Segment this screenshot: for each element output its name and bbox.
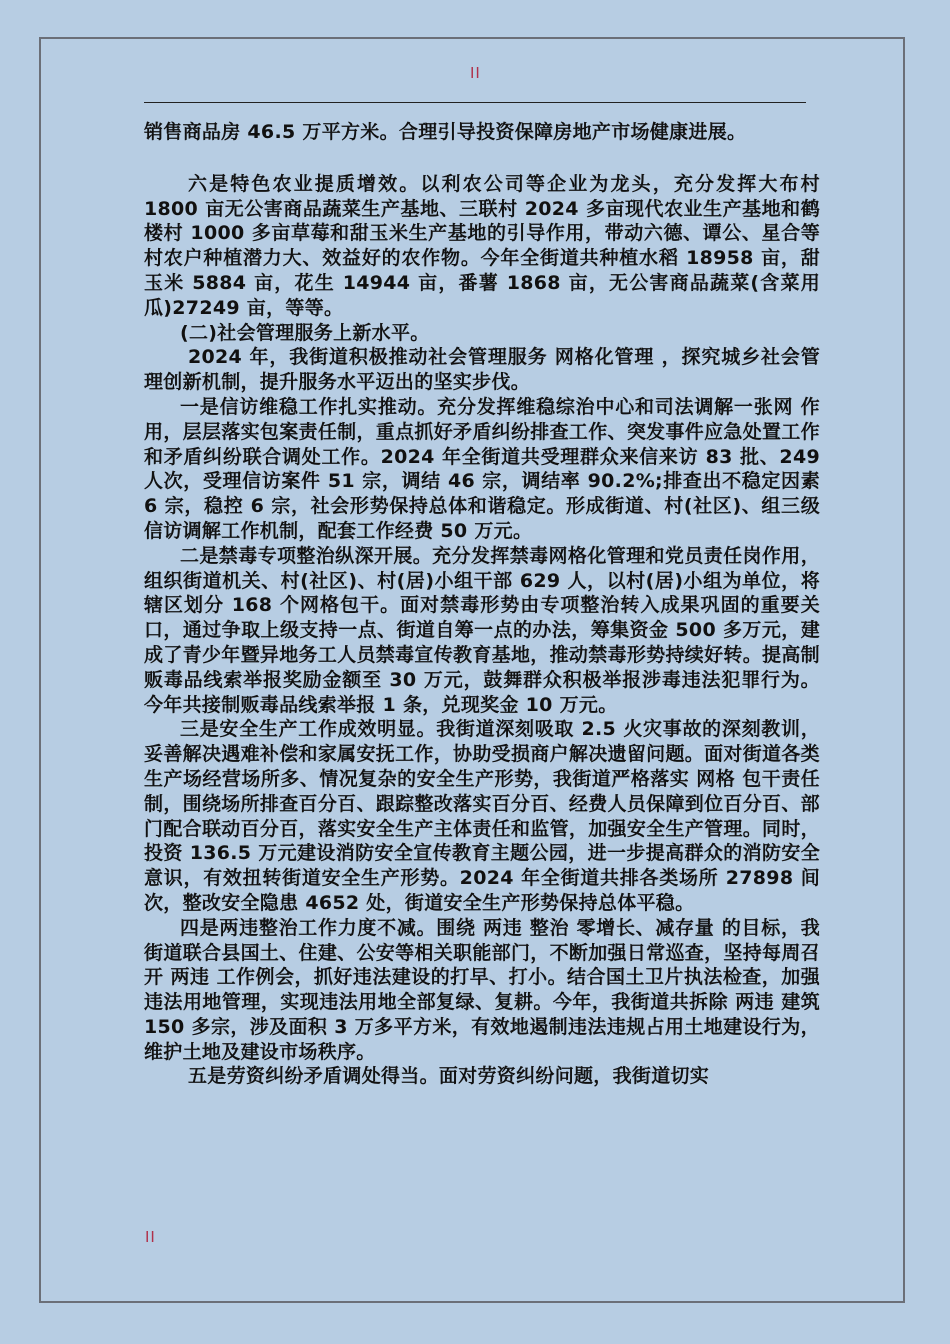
header-divider (144, 102, 806, 103)
paragraph-social-management-intro: 2024 年，我街道积极推动社会管理服务 网格化管理 ，探究城乡社会管理创新机制，提升服务水平迈出的坚实步伐。 (144, 346, 820, 394)
document-body (144, 120, 820, 1089)
paragraph-agriculture: 六是特色农业提质增效。以利农公司等企业为龙头，充分发挥大布村 1800 亩无公害商品蔬菜生产基地、三联村 2024 多亩现代农业生产基地和鹤楼村 1000 多亩草莓和甜玉米生产基地的引导作用，带动六德、谭公、星合等村农户种植潜力大、效益好的农作物。今年全街道共种植水稻 18958 亩，甜玉米 5884 亩，花生 14944 亩，番薯 1868 亩，无公害商品蔬菜(含菜用瓜)27249 亩，等等。 (144, 172, 820, 319)
section-heading-social-management: (二)社会管理服务上新水平。 (180, 321, 430, 344)
paragraph-labor-disputes: 五是劳资纠纷矛盾调处得当。面对劳资纠纷问题，我街道切实 (188, 1065, 710, 1088)
paragraph-petition-stability: 一是信访维稳工作扎实推动。充分发挥维稳综治中心和司法调解一张网 作用，层层落实包案责任制，重点抓好矛盾纠纷排查工作、突发事件应急处置工作和矛盾纠纷联合调处工作。2024 年全街道共受理群众来信来访 83 批、249 人次，受理信访案件 51 宗，调结 46 宗，调结率 90.2%;排查出不稳定因素 6 宗，稳控 6 宗，社会形势保持总体和谐稳定。形成街道、村(社区)、组三级信访调解工作机制，配套工作经费 50 万元。 (144, 395, 820, 542)
paragraph-anti-drug: 二是禁毒专项整治纵深开展。充分发挥禁毒网格化管理和党员责任岗作用，组织街道机关、村(社区)、村(居)小组干部 629 人，以村(居)小组为单位，将辖区划分 168 个网格包干。面对禁毒形势由专项整治转入成果巩固的重要关口，通过争取上级支持一点、街道自筹一点的办法，筹集资金 500 多万元，建成了青少年暨异地务工人员禁毒宣传教育基地，推动禁毒形势持续好转。提高制贩毒品线索举报奖励金额至 30 万元，鼓舞群众积极举报涉毒违法犯罪行为。今年共接制贩毒品线索举报 1 条，兑现奖金 10 万元。 (144, 544, 820, 716)
paragraph-illegal-construction: 四是两违整治工作力度不减。围绕 两违 整治 零增长、减存量 的目标，我街道联合县国土、住建、公安等相关职能部门，不断加强日常巡查，坚持每周召开 两违 工作例会，抓好违法建设的打早、打小。结合国土卫片执法检查，加强违法用地管理，实现违法用地全部复绿、复耕。今年，我街道共拆除 两违 建筑 150 多宗，涉及面积 3 万多平方米，有效地遏制违法违规占用土地建设行为，维护土地及建设市场秩序。 (144, 916, 820, 1063)
header-mark: II (470, 64, 481, 82)
paragraph-work-safety: 三是安全生产工作成效明显。我街道深刻吸取 2.5 火灾事故的深刻教训，妥善解决遇难补偿和家属安抚工作，协助受损商户解决遗留问题。面对街道各类生产场经营场所多、情况复杂的安全生产形势，我街道严格落实 网格 包干责任制，围绕场所排查百分百、跟踪整改落实百分百、经费人员保障到位百分百、部门配合联动百分百，落实安全生产主体责任和监管，加强安全生产管理。同时，投资 136.5 万元建设消防安全宣传教育主题公园，进一步提高群众的消防安全意识，有效扭转街道安全生产形势。2024 年全街道共排各类场所 27898 间次，整改安全隐患 4652 处，街道安全生产形势保持总体平稳。 (144, 718, 820, 914)
footer-mark: II (145, 1228, 156, 1246)
paragraph-gap (144, 145, 820, 172)
paragraph-continuation: 销售商品房 46.5 万平方米。合理引导投资保障房地产市场健康进展。 (144, 121, 747, 143)
